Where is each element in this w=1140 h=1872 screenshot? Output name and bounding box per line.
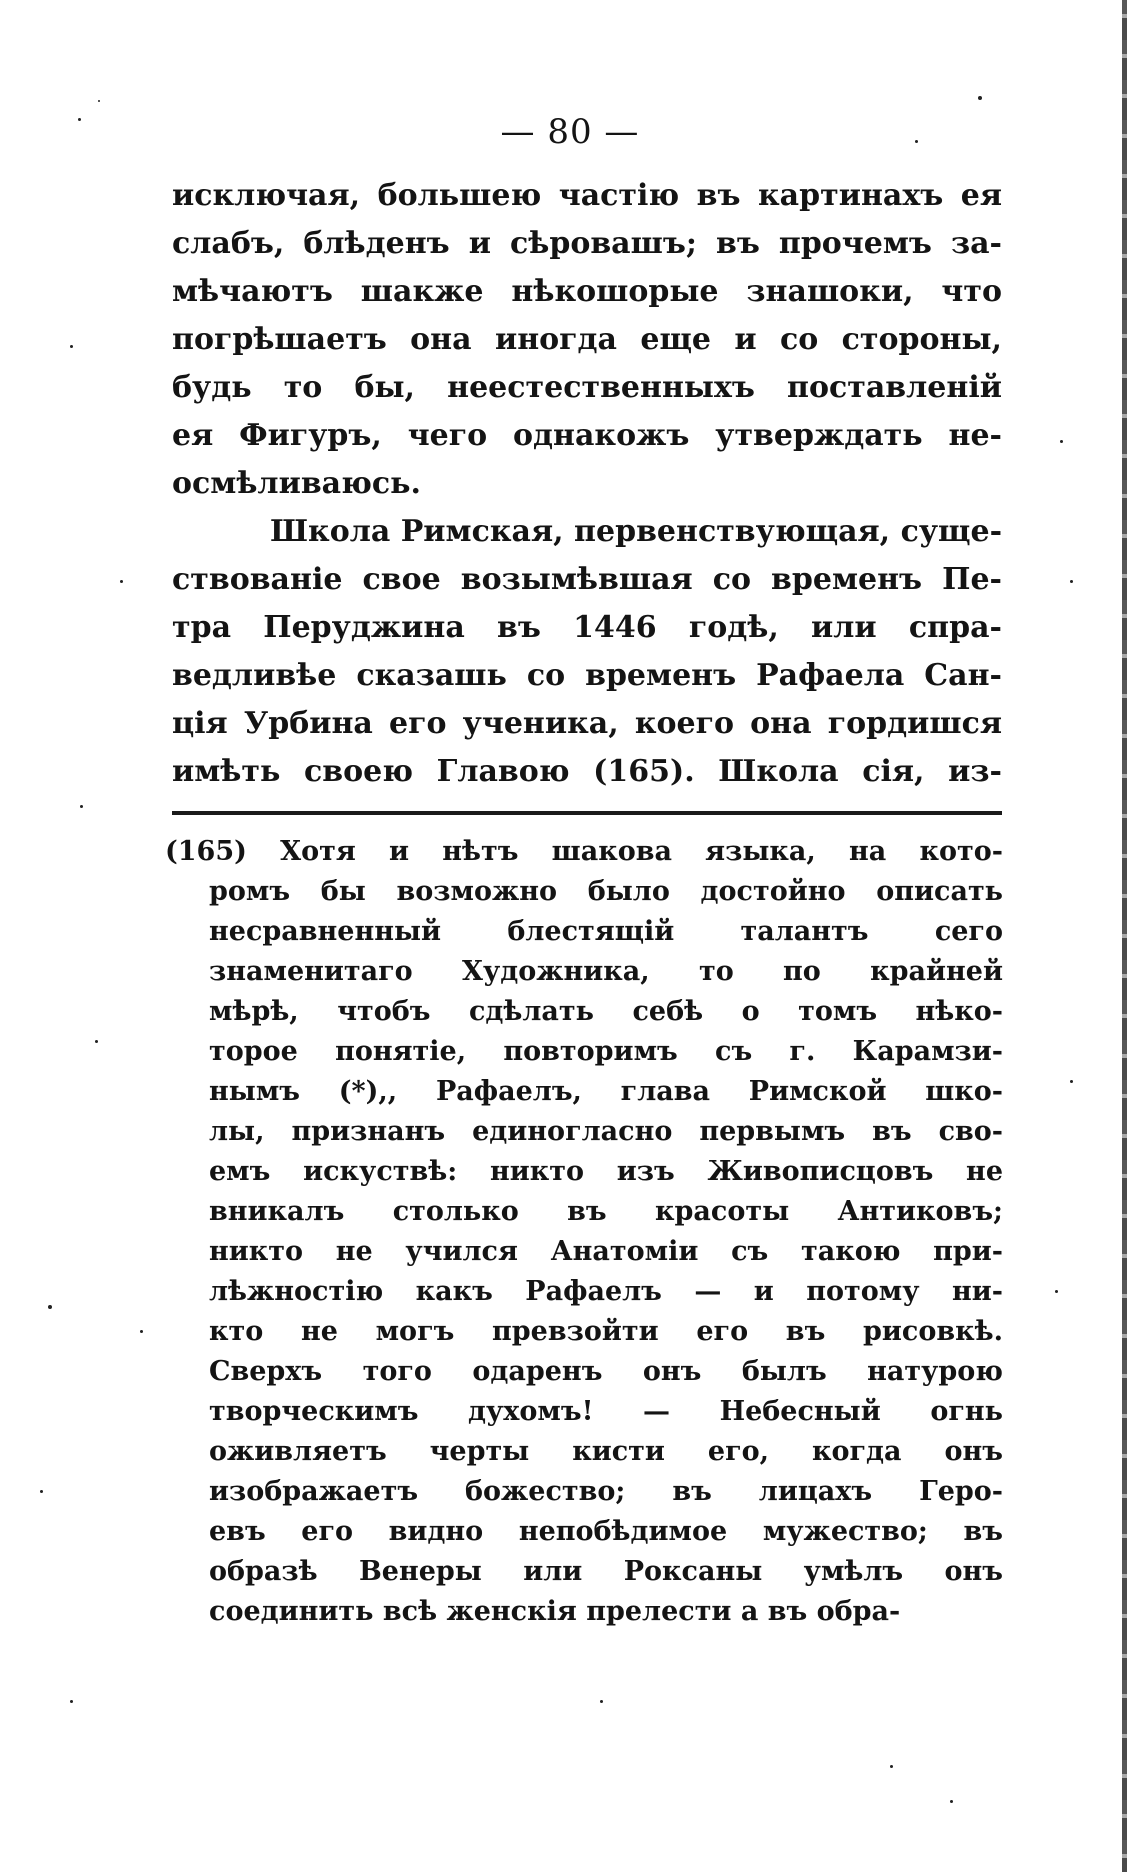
text-line: мѣчаютъ шакже нѣкошорые знашоки, что <box>172 274 1002 309</box>
text-line: будь то бы, неестественныхъ поставленій <box>172 370 1002 405</box>
footnote-line: несравненный блестящій талантъ сего <box>209 916 1003 947</box>
print-speck <box>120 580 123 583</box>
text-line: исключая, большею частію въ картинахъ ея <box>172 178 1002 213</box>
footnote-block <box>165 832 1003 1632</box>
footnote-line: емъ искуствѣ: никто изъ Живописцовъ не <box>209 1156 1003 1187</box>
text-line: ція Урбина его ученика, коего она гордишся <box>172 706 1002 741</box>
footnote-line: нымъ (*),, Рафаелъ, глава Римской шко- <box>209 1076 1003 1107</box>
text-line: имѣть своею Главою (165). Школа сія, из- <box>172 754 1002 789</box>
text-line: погрѣшаетъ она иногда еще и со стороны, <box>172 322 1002 357</box>
print-speck <box>48 1305 52 1309</box>
print-speck <box>915 140 918 143</box>
print-speck <box>1060 440 1063 443</box>
print-speck <box>140 1330 143 1333</box>
page-number: — 80 — <box>500 112 640 152</box>
footnote-line: изображаетъ божество; въ лицахъ Геро- <box>209 1476 1003 1507</box>
print-speck <box>70 345 73 348</box>
page-edge-border <box>1122 0 1127 1872</box>
footnote-line: творческимъ духомъ! — Небесный огнь <box>209 1396 1003 1427</box>
print-speck <box>1070 580 1073 583</box>
main-text-block <box>172 172 1002 796</box>
text-line: слабъ, блѣденъ и сѣровашъ; въ прочемъ за- <box>172 226 1002 261</box>
paragraph-start-line: Школа Римская, первенствующая, суще- <box>270 514 1003 549</box>
footnote-line: (165) Хотя и нѣтъ шакова языка, на кото- <box>165 836 1003 867</box>
text-line: осмѣливаюсь. <box>172 466 421 501</box>
text-line: ведливѣе сказашь со временъ Рафаела Сан- <box>172 658 1002 693</box>
footnote-line: знаменитаго Художника, то по крайней <box>209 956 1003 987</box>
footnote-line: Сверхъ того одаренъ онъ былъ натурою <box>209 1356 1003 1387</box>
print-speck <box>1055 1290 1058 1293</box>
text-line: ея Фигуръ, чего однакожъ утверждать не- <box>172 418 1002 453</box>
print-speck <box>950 1800 953 1803</box>
print-speck <box>40 1490 43 1493</box>
footnote-line: образѣ Венеры или Роксаны умѣлъ онъ <box>209 1556 1003 1587</box>
print-speck <box>70 1700 73 1703</box>
footnote-separator-rule <box>172 811 1002 815</box>
footnote-line: лѣжностію какъ Рафаелъ — и потому ни- <box>209 1276 1003 1307</box>
footnote-line: соединить всѣ женскія прелести а въ обра- <box>209 1596 901 1627</box>
print-speck <box>95 1040 98 1043</box>
footnote-line: лы, признанъ единогласно первымъ въ сво- <box>209 1116 1003 1147</box>
print-speck <box>1070 1080 1073 1083</box>
footnote-line: евъ его видно непобѣдимое мужество; въ <box>209 1516 1003 1547</box>
print-speck <box>80 805 83 808</box>
text-line: ствованіе свое возымѣвшая со временъ Пе- <box>172 562 1002 597</box>
footnote-line: торое понятіе, повторимъ съ г. Карамзи- <box>209 1036 1003 1067</box>
footnote-line: кто не могъ превзойти его въ рисовкѣ. <box>209 1316 1003 1347</box>
footnote-line: ромъ бы возможно было достойно описать <box>209 876 1003 907</box>
print-speck <box>78 118 81 121</box>
print-speck <box>890 1765 893 1768</box>
print-speck <box>98 100 100 102</box>
footnote-line: мѣрѣ, чтобъ сдѣлать себѣ о томъ нѣко- <box>209 996 1003 1027</box>
footnote-line: вникалъ столько въ красоты Антиковъ; <box>209 1196 1003 1227</box>
text-line: тра Перуджина въ 1446 годѣ, или спра- <box>172 610 1002 645</box>
footnote-line: никто не учился Анатоміи съ такою при- <box>209 1236 1003 1267</box>
footnote-line: оживляетъ черты кисти его, когда онъ <box>209 1436 1003 1467</box>
print-speck <box>978 96 982 100</box>
print-speck <box>600 1700 603 1703</box>
